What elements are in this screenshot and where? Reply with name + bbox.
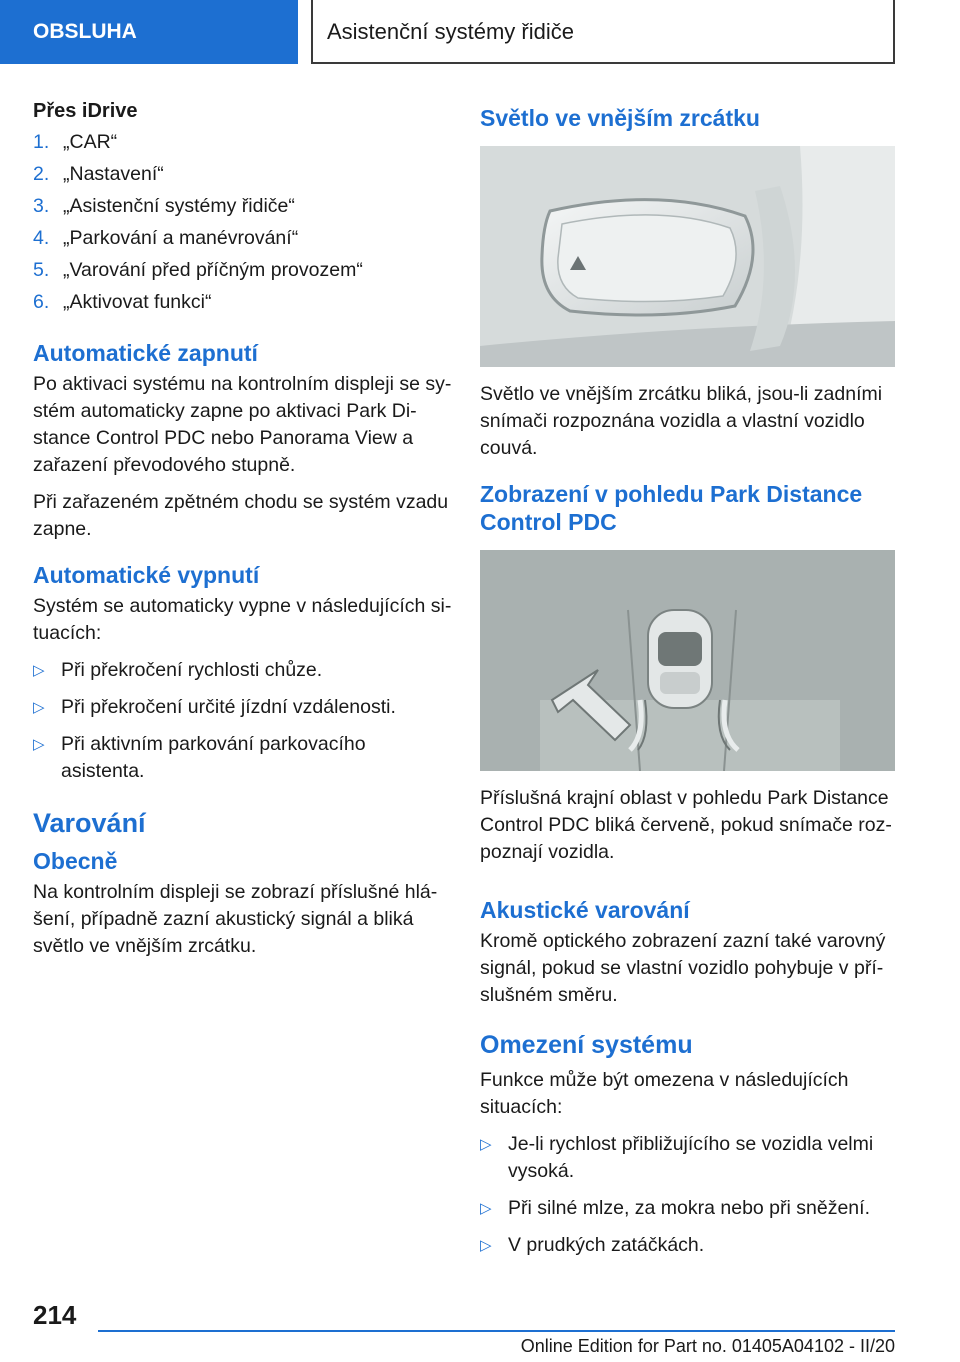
list-item: ▷ Je-li rychlost přibližujícího se vozidla velmi vysoká. [480,1133,874,1182]
list-item: 5. „Varování před příčným provozem“ [33,259,363,281]
mirror-illustration [480,146,895,367]
auto-on-text-2: Při zařazeném zpětném chodu se systém vzadu zapne. [33,491,449,540]
auto-on-text-1: Po aktivaci systému na kontrolním displeji se systém automaticky zapne po aktivaci Park Distance Control PDC nebo Panorama View a zařazení převodového stupně. [33,373,452,476]
limits-list [480,1131,895,1259]
mirror-heading: Světlo ve vnějším zrcátku [480,105,760,131]
triangle-right-icon: ▷ [33,662,45,679]
warning-heading: Varování [33,808,146,838]
list-item: 3. „Asistenční systémy řidiče“ [33,195,295,217]
mirror-text: Světlo ve vnějším zrcátku bliká, jsou-li zadními snímači rozpoznána vozidla a vlastní vozidlo couvá. [480,383,883,459]
chapter-title: Asistenční systémy řidiče [311,0,895,64]
auto-off-text: Systém se automaticky vypne v následujících situacích: [33,595,452,644]
triangle-right-icon: ▷ [480,1200,492,1217]
limits-text: Funkce může být omezena v následujících situacích: [480,1069,849,1118]
list-item: ▷ Při aktivním parkování parkovacího asistenta. [33,733,366,782]
auto-off-list [33,657,453,785]
pdc-illustration [480,550,895,771]
left-column [33,100,453,970]
list-item: ▷ Při silné mlze, za mokra nebo při sněžení. [480,1195,895,1222]
right-column [480,100,895,1269]
pdc-text: Příslušná krajní oblast v pohledu Park Distance Control PDC bliká červeně, pokud snímače rozpoznají vozidla. [480,787,892,863]
list-item: ▷ V prudkých zatáčkách. [480,1232,895,1259]
triangle-right-icon: ▷ [33,736,45,753]
list-item: ▷ Při překročení určité jízdní vzdálenosti. [33,694,453,721]
pdc-heading: Zobrazení v pohledu Park Distance Control PDC [480,481,863,535]
list-item: 6. „Aktivovat funkci“ [33,291,212,313]
idrive-lead: Přes iDrive [33,100,138,122]
triangle-right-icon: ▷ [33,699,45,716]
page-number: 214 [33,1300,77,1330]
auto-off-heading: Automatické vypnutí [33,562,260,588]
acoustic-text: Kromě optického zobrazení zazní také varovný signál, pokud se vlastní vozidlo pohybuje v příslušném směru. [480,930,886,1006]
triangle-right-icon: ▷ [480,1237,492,1254]
list-item: ▷ Při překročení rychlosti chůze. [33,657,453,684]
list-item: 4. „Parkování a manévrování“ [33,227,299,249]
section-tab: OBSLUHA [0,0,298,64]
footer-divider [98,1330,895,1332]
idrive-steps [33,129,453,321]
general-heading: Obecně [33,848,118,874]
list-item: 2. „Nastavení“ [33,163,164,185]
acoustic-heading: Akustické varování [480,897,690,923]
edition-note: Online Edition for Part no. 01405A04102 - II/20 [520,1336,895,1356]
list-item: 1. „CAR“ [33,131,118,153]
triangle-right-icon: ▷ [480,1136,492,1153]
general-text: Na kontrolním displeji se zobrazí příslušné hlášení, případně zazní akustický signál a bliká světlo ve vnějším zrcátku. [33,881,438,957]
limits-heading: Omezení systému [480,1031,693,1059]
auto-on-heading: Automatické zapnutí [33,340,258,366]
